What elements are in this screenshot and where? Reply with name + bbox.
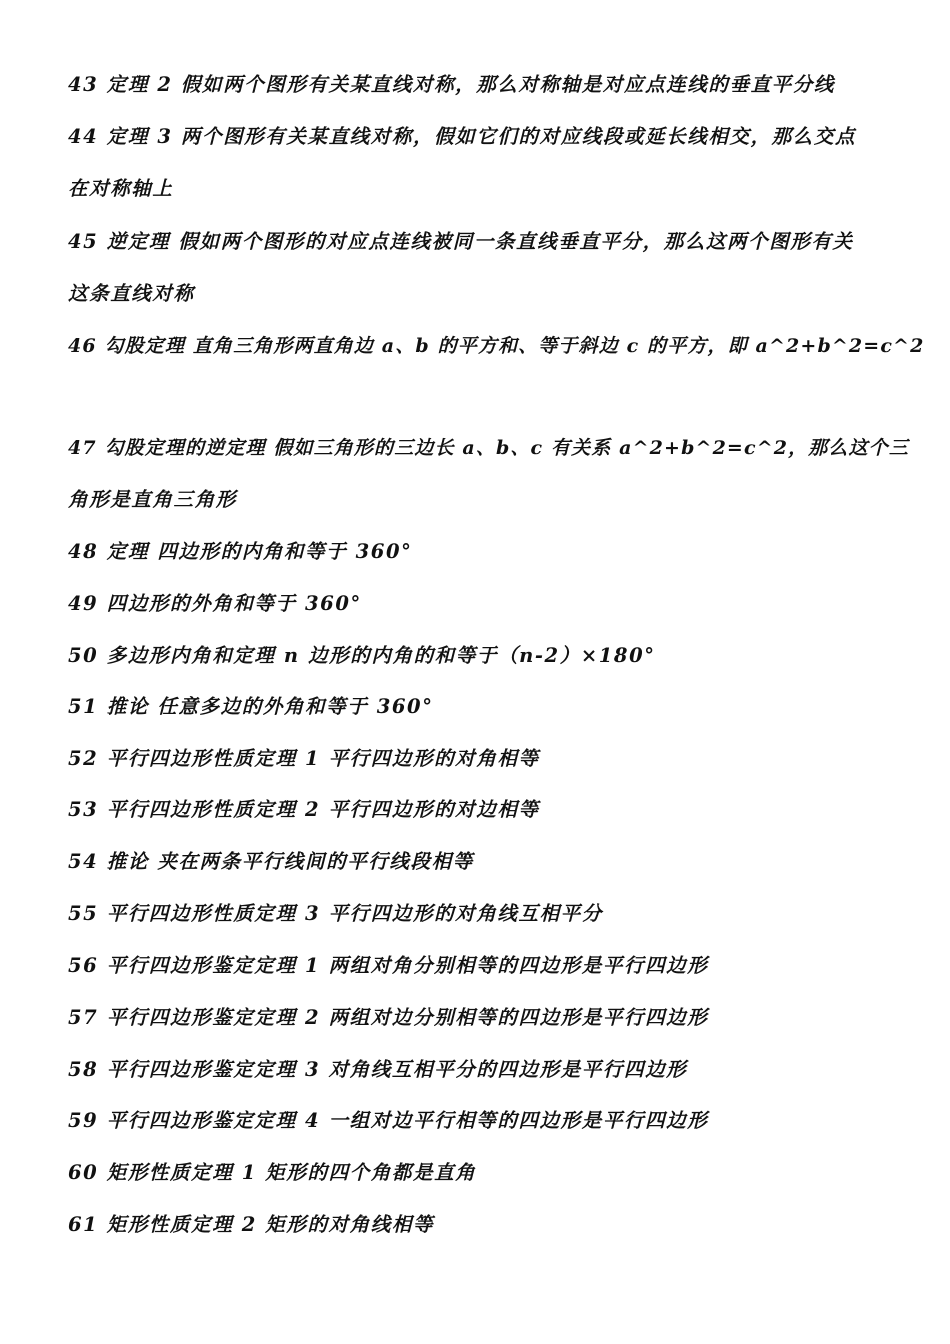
theorem-49-line: 49 四边形的外角和等于 360° [68,592,362,615]
theorem-48-line: 48 定理 四边形的内角和等于 360° [68,540,413,563]
theorem-60-line: 60 矩形性质定理 1 矩形的四个角都是直角 [68,1161,477,1184]
theorem-57-line: 57 平行四边形鉴定定理 2 两组对边分别相等的四边形是平行四边形 [68,1006,709,1029]
theorem-45-continuation: 这条直线对称 [68,282,195,305]
theorem-46-line: 46 勾股定理 直角三角形两直角边 a、b 的平方和、等于斜边 c 的平方，即 a^2+b^2=c^2 [68,335,925,357]
theorem-47-continuation: 角形是直角三角形 [68,488,237,511]
theorem-58-line: 58 平行四边形鉴定定理 3 对角线互相平分的四边形是平行四边形 [68,1058,688,1081]
theorem-61-line: 61 矩形性质定理 2 矩形的对角线相等 [68,1213,435,1236]
theorem-54-line: 54 推论 夹在两条平行线间的平行线段相等 [68,850,474,873]
theorem-51-line: 51 推论 任意多边的外角和等于 360° [68,695,434,718]
theorem-44-continuation: 在对称轴上 [68,177,174,200]
theorem-59-line: 59 平行四边形鉴定定理 4 一组对边平行相等的四边形是平行四边形 [68,1109,709,1132]
theorem-45-line: 45 逆定理 假如两个图形的对应点连线被同一条直线垂直平分，那么这两个图形有关 [68,230,854,253]
theorem-47-line: 47 勾股定理的逆定理 假如三角形的三边长 a、b、c 有关系 a^2+b^2=c^2，那么这个三 [68,437,909,459]
theorem-56-line: 56 平行四边形鉴定定理 1 两组对角分别相等的四边形是平行四边形 [68,954,709,977]
theorem-50-line: 50 多边形内角和定理 n 边形的内角的和等于（n-2）×180° [68,644,656,667]
theorem-44-line: 44 定理 3 两个图形有关某直线对称，假如它们的对应线段或延长线相交，那么交点 [68,125,857,148]
theorem-53-line: 53 平行四边形性质定理 2 平行四边形的对边相等 [68,798,540,821]
theorem-43-line: 43 定理 2 假如两个图形有关某直线对称，那么对称轴是对应点连线的垂直平分线 [68,73,835,96]
theorem-55-line: 55 平行四边形性质定理 3 平行四边形的对角线互相平分 [68,902,603,925]
theorem-52-line: 52 平行四边形性质定理 1 平行四边形的对角相等 [68,747,540,770]
